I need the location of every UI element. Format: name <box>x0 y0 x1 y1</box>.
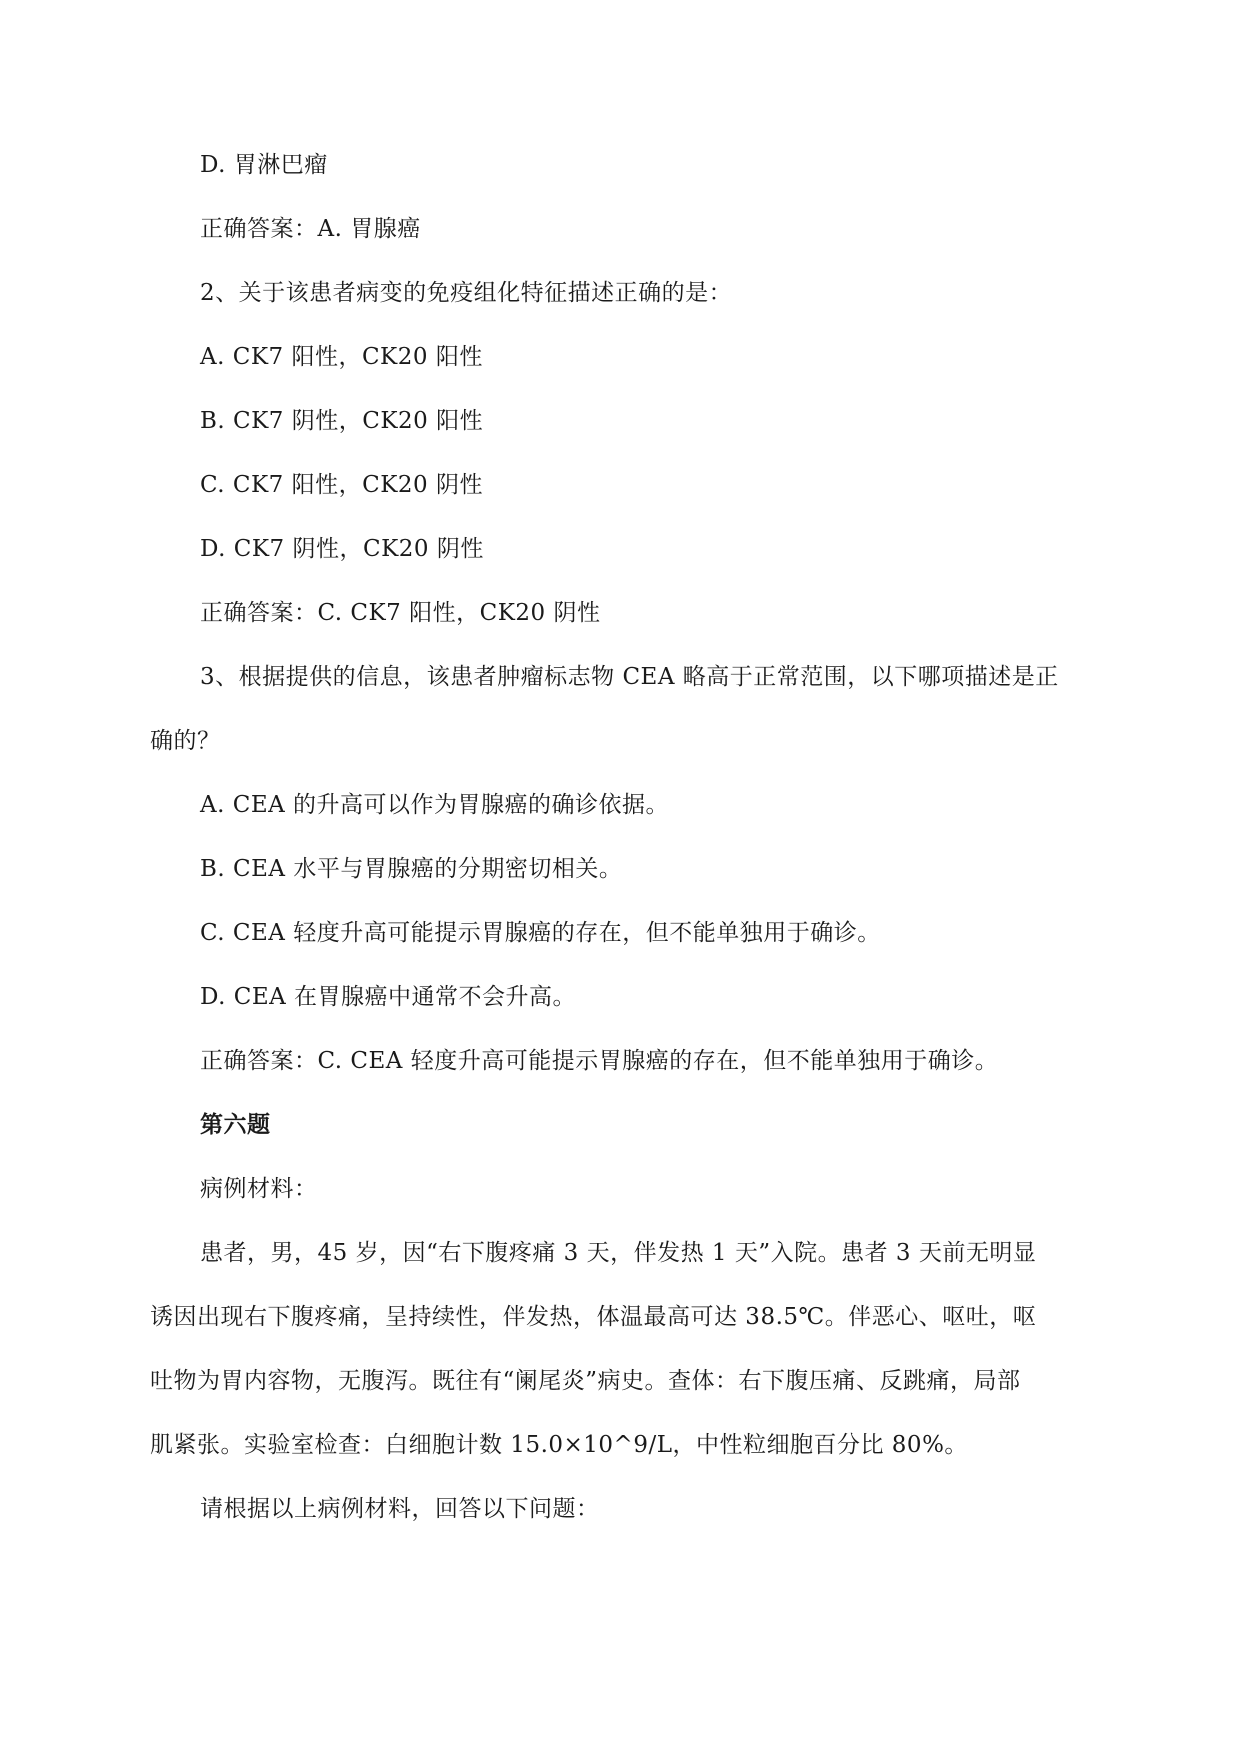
q2-option-c: C. CK7 阳性，CK20 阴性 <box>200 472 483 498</box>
case-line-2: 诱因出现右下腹疼痛，呈持续性，伴发热，体温最高可达 38.5℃。伴恶心、呕吐，呕 <box>150 1304 1037 1330</box>
q3-option-c: C. CEA 轻度升高可能提示胃腺癌的存在，但不能单独用于确诊。 <box>200 920 881 946</box>
q2-option-d: D. CK7 阴性，CK20 阴性 <box>200 536 484 562</box>
q3-stem-line2: 确的？ <box>150 728 221 754</box>
q2-option-b: B. CK7 阴性，CK20 阳性 <box>200 408 484 434</box>
material-label: 病例材料： <box>200 1176 318 1202</box>
q3-stem-line1: 3、根据提供的信息，该患者肿瘤标志物 CEA 略高于正常范围，以下哪项描述是正 <box>200 664 1059 690</box>
case-line-1: 患者，男，45 岁，因“右下腹疼痛 3 天，伴发热 1 天”入院。患者 3 天前无明显 <box>200 1240 1037 1266</box>
q3-option-b: B. CEA 水平与胃腺癌的分期密切相关。 <box>200 856 623 882</box>
instruction: 请根据以上病例材料，回答以下问题： <box>200 1496 600 1522</box>
q1-answer: 正确答案：A. 胃腺癌 <box>200 216 421 242</box>
q1-option-d: D. 胃淋巴瘤 <box>200 152 328 178</box>
q2-answer: 正确答案：C. CK7 阳性，CK20 阴性 <box>200 600 601 626</box>
q3-option-d: D. CEA 在胃腺癌中通常不会升高。 <box>200 984 577 1010</box>
section-heading: 第六题 <box>200 1111 271 1138</box>
case-line-4: 肌紧张。实验室检查：白细胞计数 15.0×10^9/L，中性粒细胞百分比 80%。 <box>150 1432 968 1458</box>
q2-stem: 2、关于该患者病变的免疫组化特征描述正确的是： <box>200 280 733 306</box>
q2-option-a: A. CK7 阳性，CK20 阳性 <box>200 344 483 370</box>
case-line-3: 吐物为胃内容物，无腹泻。既往有“阑尾炎”病史。查体：右下腹压痛、反跳痛，局部 <box>150 1368 1021 1394</box>
q3-answer: 正确答案：C. CEA 轻度升高可能提示胃腺癌的存在，但不能单独用于确诊。 <box>200 1048 999 1074</box>
q3-option-a: A. CEA 的升高可以作为胃腺癌的确诊依据。 <box>200 792 670 818</box>
